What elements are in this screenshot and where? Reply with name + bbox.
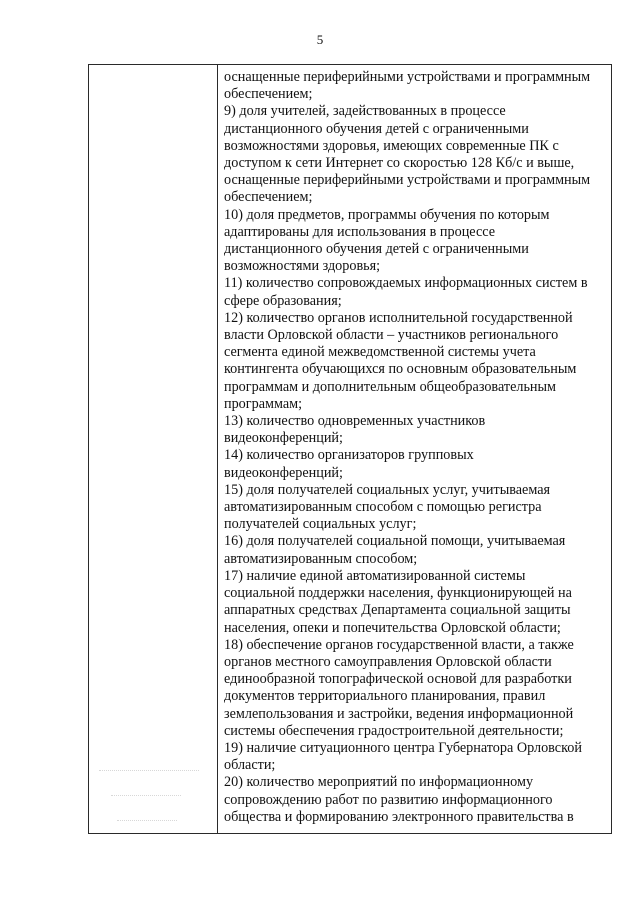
text-line: адаптированы для использования в процессе <box>224 223 496 240</box>
text-line: 15) доля получателей социальных услуг, учитываемая <box>224 481 551 498</box>
text-line: общества и формированию электронного правительства в <box>224 808 574 825</box>
text-line: документов территориального планирования, правил <box>224 688 546 705</box>
text-line: оснащенные периферийными устройствами и программным <box>224 69 591 85</box>
text-line: 19) наличие ситуационного центра Губернатора Орловской <box>224 739 582 756</box>
text-line: сегмента единой межведомственной системы учета <box>224 344 536 361</box>
text-line: землепользования и застройки, ведения информационной <box>224 705 574 722</box>
text-line: населения, опеки и попечительства Орловской области; <box>224 619 561 636</box>
text-line: 11) количество сопровождаемых информационных систем в <box>224 275 588 292</box>
text-line: единообразной топографической основой для разработки <box>224 671 572 688</box>
text-line: системы обеспечения градостроительной деятельности; <box>224 722 564 739</box>
text-line: обеспечением; <box>224 189 313 206</box>
text-line: 18) обеспечение органов государственной власти, а также <box>224 636 574 653</box>
document-table <box>88 64 612 834</box>
text-line: автоматизированным способом с помощью регистра <box>224 499 542 516</box>
text-line: обеспечением; <box>224 86 313 103</box>
text-line: возможностями здоровья; <box>224 258 381 275</box>
table-left-cell <box>89 65 218 833</box>
text-line: органов местного самоуправления Орловской области <box>224 653 552 670</box>
text-line: видеоконференций; <box>224 464 343 481</box>
scan-artifact <box>99 770 199 781</box>
text-line: социальной поддержки населения, функционирующей на <box>224 585 572 602</box>
text-line: контингента обучающихся по основным образовательным <box>224 361 577 378</box>
text-line: власти Орловской области – участников регионального <box>224 327 559 344</box>
scan-artifact <box>117 820 177 831</box>
text-line: программам; <box>224 395 303 412</box>
text-line: дистанционного обучения детей с ограниченными <box>224 241 529 258</box>
text-line: 10) доля предметов, программы обучения по которым <box>224 206 550 223</box>
text-line: 12) количество органов исполнительной государственной <box>224 309 573 326</box>
text-line: автоматизированным способом; <box>224 550 418 567</box>
text-line: дистанционного обучения детей с ограниченными <box>224 120 529 137</box>
text-line: возможностями здоровья, имеющих современные ПК с <box>224 137 559 154</box>
text-line: видеоконференций; <box>224 430 343 447</box>
text-line: 16) доля получателей социальной помощи, учитываемая <box>224 533 566 550</box>
text-line: 14) количество организаторов групповых <box>224 447 474 464</box>
text-line: 20) количество мероприятий по информационному <box>224 774 534 791</box>
text-line: программам и дополнительным общеобразовательным <box>224 378 557 395</box>
text-line: 13) количество одновременных участников <box>224 413 486 430</box>
table-right-cell <box>218 65 611 833</box>
text-line: 9) доля учителей, задействованных в процессе <box>224 103 506 120</box>
text-line: сопровождению работ по развитию информационного <box>224 791 553 808</box>
scan-artifact <box>111 795 181 806</box>
text-line: аппаратных средствах Департамента социальной защиты <box>224 602 571 619</box>
text-line: доступом к сети Интернет со скоростью 128 Кб/с и выше, <box>224 155 575 172</box>
text-line: 17) наличие единой автоматизированной системы <box>224 567 526 584</box>
text-line: сфере образования; <box>224 292 342 309</box>
page-number: 5 <box>316 32 324 47</box>
text-line: оснащенные периферийными устройствами и программным <box>224 172 591 189</box>
text-line: получателей социальных услуг; <box>224 516 417 533</box>
text-line: области; <box>224 757 276 774</box>
